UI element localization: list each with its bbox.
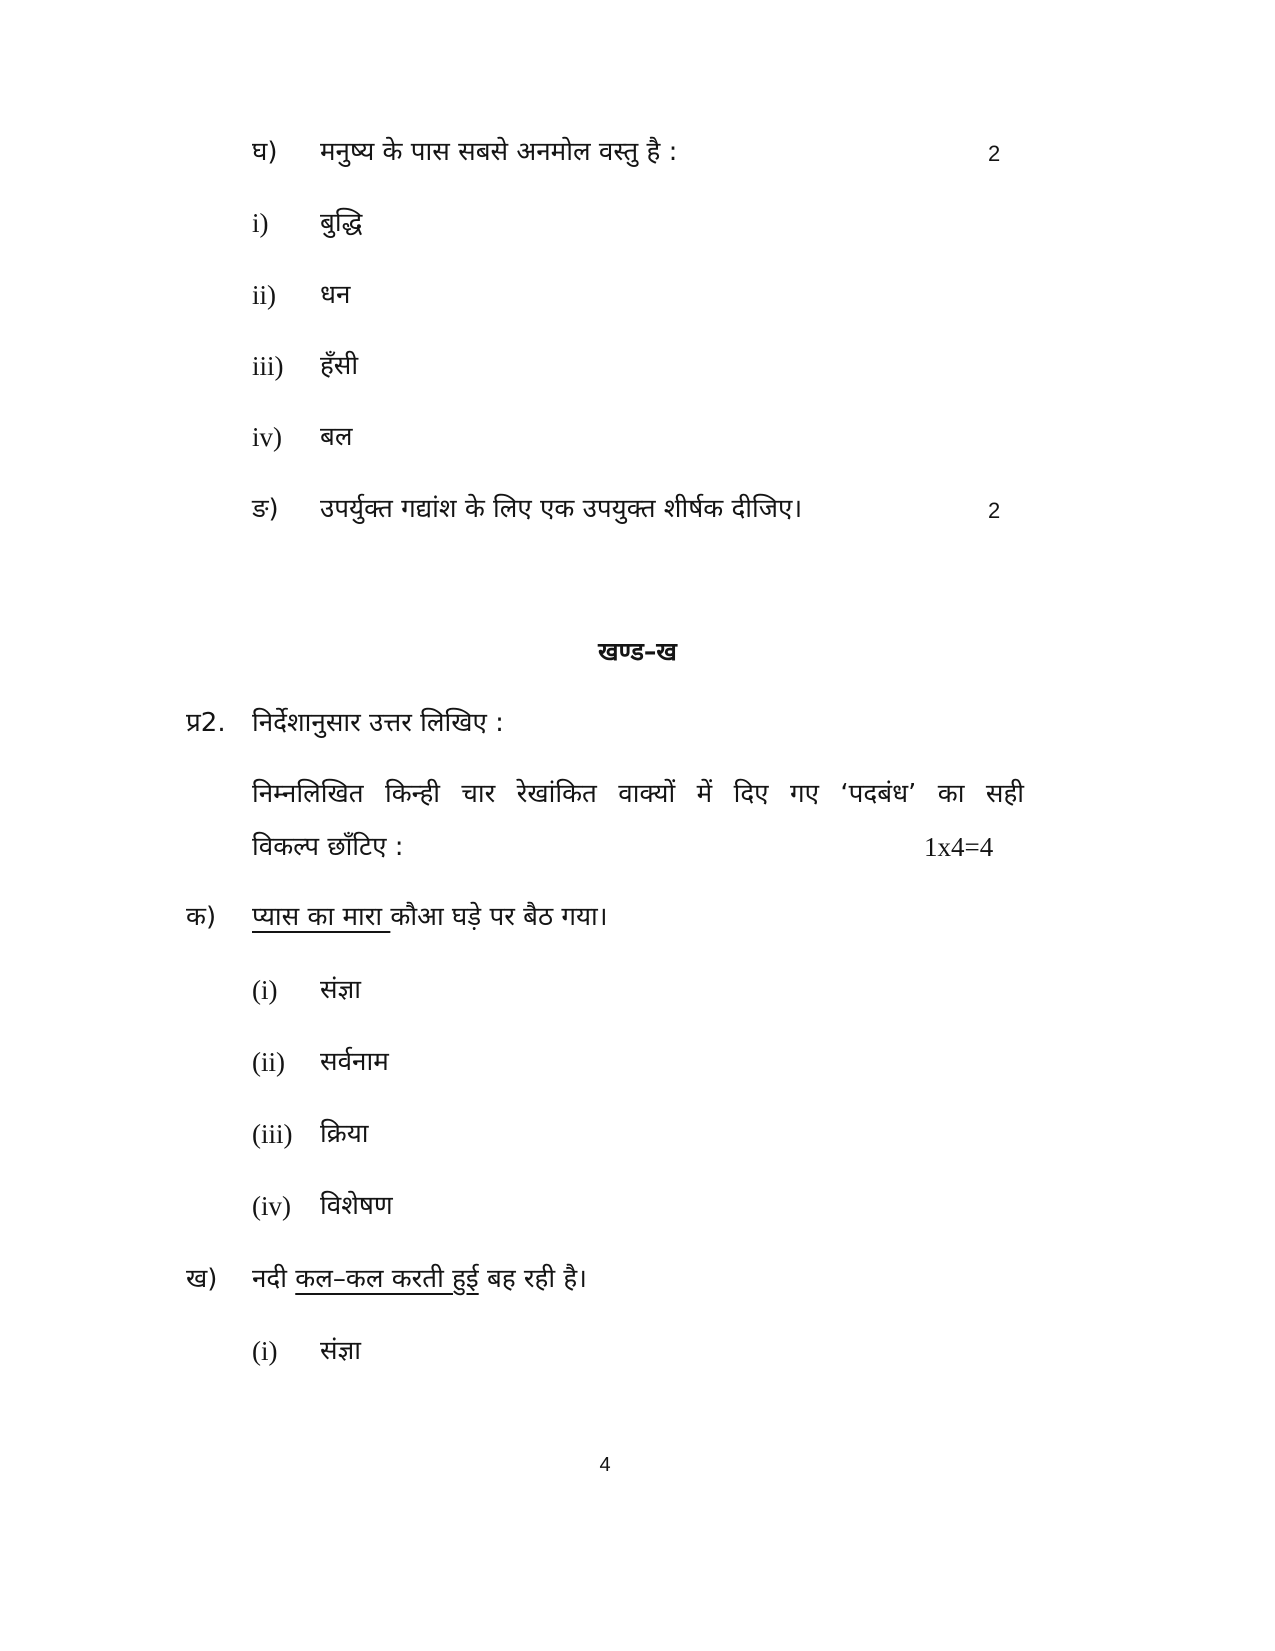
- sentence-start: नदी: [252, 1264, 296, 1294]
- question-sentence: [252, 900, 608, 934]
- underlined-phrase: कल–कल करती हुई: [295, 1264, 479, 1294]
- question-label: प्र2.: [186, 708, 226, 738]
- instruction-line: निम्नलिखित किन्ही चार रेखांकित वाक्यों में दिए गए ‘पदबंध’ का सही: [252, 779, 1024, 809]
- instruction-line: विकल्प छाँटिए :: [252, 832, 404, 862]
- question-label: ख): [186, 1264, 218, 1294]
- option-text: बल: [320, 422, 353, 452]
- page-number: 4: [599, 1454, 611, 1476]
- option-text: संज्ञा: [320, 1336, 361, 1366]
- option-label: (ii): [252, 1047, 285, 1077]
- option-label: iv): [252, 422, 282, 452]
- question-text: उपर्युक्त गद्यांश के लिए एक उपयुक्त शीर्षक दीजिए।: [320, 494, 803, 524]
- option-text: धन: [320, 280, 351, 310]
- marks: 2: [988, 141, 1001, 166]
- sentence-rest: बह रही है।: [478, 1264, 587, 1294]
- question-instruction: निर्देशानुसार उत्तर लिखिए :: [252, 708, 504, 738]
- option-label: iii): [252, 351, 284, 381]
- option-label: (iii): [252, 1119, 293, 1149]
- option-label: (iv): [252, 1191, 291, 1221]
- question-label: घ): [252, 137, 278, 167]
- marks: 2: [988, 498, 1001, 523]
- section-heading: खण्ड–ख: [598, 637, 677, 666]
- option-label: (i): [252, 975, 278, 1005]
- option-text: विशेषण: [320, 1191, 393, 1221]
- question-text: मनुष्य के पास सबसे अनमोल वस्तु है :: [320, 137, 678, 167]
- question-sentence: [252, 1262, 587, 1296]
- option-text: सर्वनाम: [320, 1047, 389, 1077]
- option-text: संज्ञा: [320, 975, 361, 1005]
- option-text: क्रिया: [320, 1119, 369, 1149]
- marks: 1x4=4: [924, 832, 994, 862]
- option-label: (i): [252, 1336, 278, 1366]
- option-label: ii): [252, 280, 276, 310]
- question-label: क): [186, 902, 217, 932]
- question-label: ङ): [252, 494, 279, 524]
- option-text: बुद्धि: [320, 208, 363, 238]
- option-text: हँसी: [320, 351, 359, 381]
- sentence-rest: कौआ घड़े पर बैठ गया।: [390, 902, 608, 932]
- underlined-phrase: प्यास का मारा: [252, 902, 391, 932]
- option-label: i): [252, 208, 269, 238]
